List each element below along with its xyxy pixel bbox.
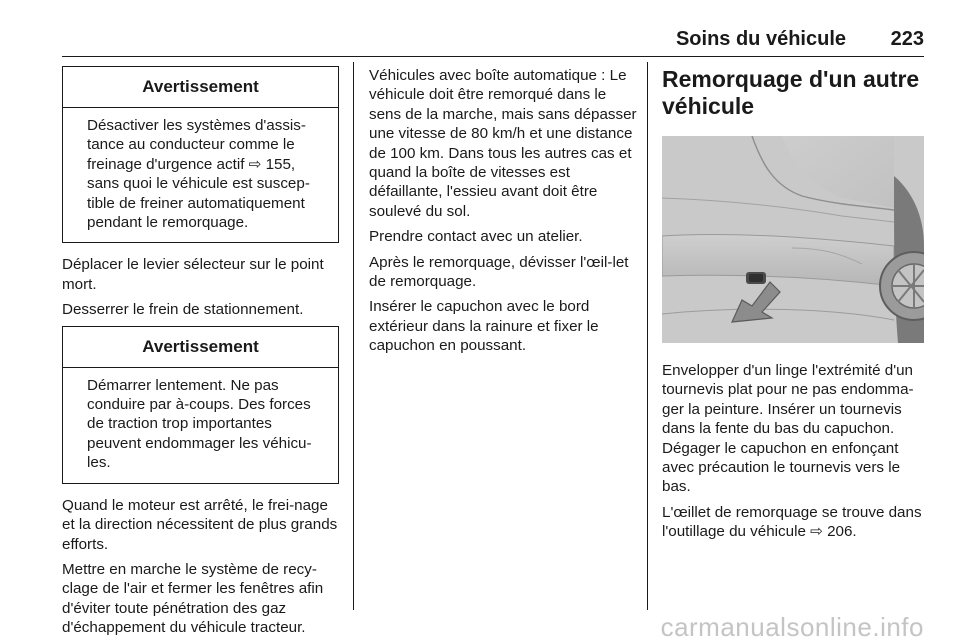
paragraph: Desserrer le frein de stationnement. bbox=[62, 301, 304, 319]
paragraph: Mettre en marche le système de recy-clage de l'air et fermer les fenêtres afin d'éviter toute pénétration des gaz d'échappement du véhicule tracteur. bbox=[62, 560, 324, 637]
paragraph: L'œillet de remorquage se trouve dans l'outillage du véhicule ⇨ 206. bbox=[662, 503, 922, 541]
section-heading: Remorquage d'un autre véhicule bbox=[662, 66, 920, 119]
warning-heading: Avertissement bbox=[63, 67, 338, 108]
page-number: 223 bbox=[890, 28, 924, 50]
rear-bumper-illustration bbox=[662, 136, 924, 343]
column-divider bbox=[353, 62, 354, 610]
paragraph: Insérer le capuchon avec le bord extérieur dans la rainure et fixer le capuchon en poussant. bbox=[369, 298, 599, 355]
column-1 bbox=[62, 66, 340, 644]
warning-box bbox=[62, 326, 339, 484]
warning-text: Désactiver les systèmes d'assis-tance au conducteur comme le freinage d'urgence actif ⇨ 155, sans quoi le véhicule est suscep-tible de freiner automatiquement pendant le remorquage. bbox=[87, 117, 310, 232]
warning-heading: Avertissement bbox=[63, 327, 338, 368]
watermark: carmanualsonline.info bbox=[660, 612, 924, 642]
column-divider bbox=[647, 62, 648, 610]
paragraph: Véhicules avec boîte automatique : Le véhicule doit être remorqué dans le sens de la marche, mais sans dépasser une vitesse de 80 km/h et une distance de 100 km. Dans tous les autres cas et quand la boîte de vitesses est défaillante, l'essieu avant doit être soulevé du sol. bbox=[369, 67, 637, 220]
page-header bbox=[62, 28, 924, 57]
paragraph: Déplacer le levier sélecteur sur le point mort. bbox=[62, 256, 324, 293]
warning-text: Démarrer lentement. Ne pas conduire par à-coups. Des forces de traction trop importantes peuvent endommager les véhicu-les. bbox=[87, 376, 312, 472]
paragraph: Envelopper d'un linge l'extrémité d'un tournevis plat pour ne pas endomma-ger la peinture. Insérer un tournevis dans la fente du bas du capuchon. Dégager le capuchon en enfonçant avec précaution le tournevis vers le bas. bbox=[662, 362, 914, 496]
column-3 bbox=[662, 66, 924, 548]
paragraph: Prendre contact avec un atelier. bbox=[369, 228, 583, 246]
paragraph: Quand le moteur est arrêté, le frei-nage et la direction nécessitent de plus grands efforts. bbox=[62, 496, 338, 553]
section-title: Soins du véhicule bbox=[675, 28, 846, 50]
warning-box bbox=[62, 66, 339, 243]
column-2 bbox=[369, 66, 637, 362]
paragraph: Après le remorquage, dévisser l'œil-let de remorquage. bbox=[369, 253, 629, 291]
